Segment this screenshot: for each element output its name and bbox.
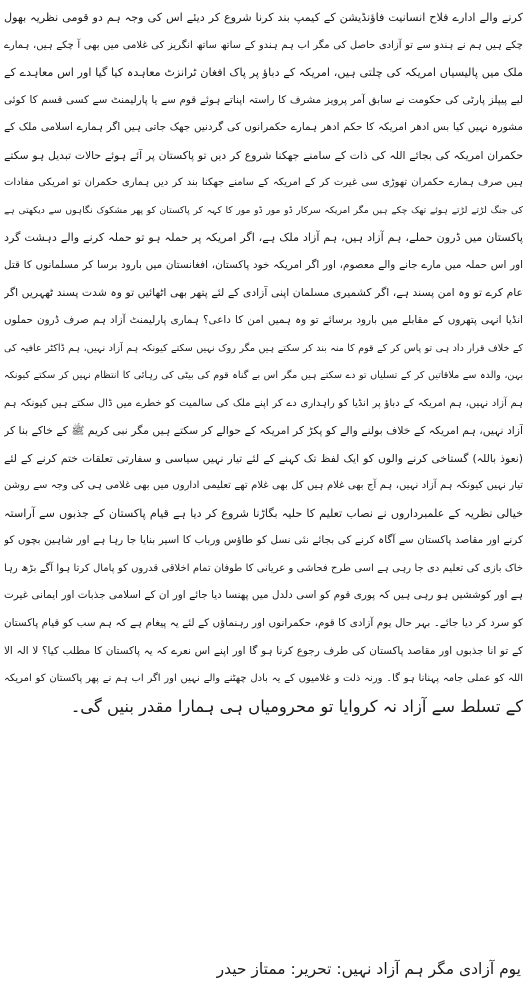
article-line: ہے اور کوششیں ہو رہی ہیں کہ پوری قوم کو اسی دلدل میں پھنسا دیا جائے اور ان کے اسلامی جذبات اور ایمانی غیرت bbox=[4, 589, 523, 602]
article-line: انڈیا انہی پتھروں کے مقابلے میں بارود برسائے تو وہ ہمیں امن کا داعی؟ ہماری پارلیمنٹ آزاد ہم صرف ڈرون حملوں bbox=[4, 314, 523, 327]
article-line: اللہ کو عملی جامہ پہنانا ہو گا۔ ورنہ ذلت و غلامیوں کے یہ بادل چھٹنے والے نہیں اور اگر اب ہم نے پھر پاکستان کو امریکہ bbox=[4, 673, 523, 685]
article-line: مشورہ نہیں کیا بس ادھر امریکہ کا حکم ادھر ہمارے حکمرانوں کی گردنیں جھک جاتی ہیں اگر ہمارے اسلامی ملک کے bbox=[4, 121, 523, 134]
article-line: کرنے اور مقاصد پاکستان سے آگاہ کرنے کی بجائے نئی نسل کو طاؤس ورباب کا اسیر بنایا جا رہا ہے اور شاہین بچوں کو bbox=[4, 534, 523, 547]
article-line: آزاد نہیں، ہم امریکہ کے خلاف بولنے والے کو پکڑ کر امریکہ کے حوالے کر سکتے ہیں مگر نبی کریم ﷺ کے خاکے بنا کر bbox=[4, 424, 523, 438]
article-line: بہن، والدہ سے ملاقاتیں کر کے تسلیاں تو دے سکتے ہیں مگر اس بے گناہ قوم کی بیٹی کی رہائی کا انتظام نہیں کر سکتے کیونکہ bbox=[4, 370, 523, 382]
article-line: ہیں صرف ہمارے حکمران تھوڑی سی غیرت کر کے امریکہ کے سامنے جھکنا بند کر دیں ہماری حکمران تو امریکی مفادات bbox=[4, 177, 523, 189]
article-line: کے خلاف قرار داد ہی تو پاس کر کے قوم کا منہ بند کر سکتے ہیں مگر روک نہیں سکتے کیونکہ ہم آزاد نہیں، ہم ڈاکٹر عافیہ کی bbox=[4, 342, 523, 354]
article-line: حکمران امریکہ کی بجائے اللہ کی ذات کے سامنے جھکنا شروع کر دیں تو پاکستان پر آئے ہوئے حالات تبدیل ہو سکتے bbox=[4, 148, 523, 162]
article-line: کے تو انا جذبوں اور مقاصد پاکستان کی طرف رجوع کرنا ہو گا اور اپنے اس نعرے کہ یہ پاکستان کا مطلب کیا؟ لا الہ الا bbox=[4, 644, 523, 657]
article-line: عام کرے تو وہ امن پسند ہے، اگر کشمیری مسلمان اپنی آزادی کے لئے پتھر بھی اٹھائیں تو وہ شدت پسند ٹھہریں اگر bbox=[4, 286, 523, 300]
article-line: کے تسلط سے آزاد نہ کروایا تو محرومیاں ہی ہمارا مقدر بنیں گی۔ bbox=[70, 696, 523, 716]
article-line: ہم آزاد نہیں، ہم امریکہ کے دباؤ پر انڈیا کو راہداری دے کر اپنے ملک کی سالمیت کو خطرے میں ڈال سکتے ہیں کیونکہ ہم bbox=[4, 397, 523, 409]
article-byline: یوم آزادی مگر ہم آزاد نہیں: تحریر: ممتاز حیدر bbox=[216, 960, 521, 978]
article-line: کی جنگ لڑتے لڑتے ہوئے تھک چکے ہیں مگر امریکہ سرکار ڈو مور ڈو مور کا کہہ کر پاکستان کو پھر مشکوک نگاہوں سے دیکھتی ہے bbox=[4, 204, 523, 216]
article-body bbox=[4, 4, 523, 720]
article-line: پاکستان میں ڈرون حملے، ہم آزاد ہیں، ہم آزاد ملک ہے، اگر امریکہ پر حملہ ہو تو حملہ کرنے والے دہشت گرد bbox=[4, 231, 523, 245]
article-line: ملک میں پالیسیاں امریکہ کی چلتی ہیں، امریکہ کے دباؤ پر پاک افغان ٹرانزٹ معاہدہ کیا گیا اور اس معاہدے کے bbox=[4, 66, 523, 80]
article-line: چکے ہیں ہم نے ہندو سے تو آزادی حاصل کی مگر اب ہم ہندو کے ساتھ ساتھ انگریز کی غلامی میں بھی آ چکے ہیں، ہمارے bbox=[4, 39, 523, 51]
article-line: خیالی نظریہ کے علمبرداروں نے نصاب تعلیم کا حلیہ بگاڑنا شروع کر دیا ہے قیام پاکستان کے جذبوں سے آراستہ bbox=[4, 506, 523, 520]
article-line: اور اس حملہ میں مارے جانے والے معصوم، اور اگر امریکہ خود پاکستان، افغانستان میں بارود برسا کر مسلمانوں کا قتل bbox=[4, 258, 523, 271]
article-line: لیے پیپلز پارٹی کی حکومت نے سابق آمر پرویز مشرف کا راستہ اپناتے ہوئے قوم سے یا پارلیمنٹ سے کسی قسم کا کوئی bbox=[4, 93, 523, 106]
article-line: تیار نہیں کیونکہ ہم آزاد نہیں، ہم آج بھی غلام ہیں کل بھی غلام تھے تعلیمی اداروں میں بھی غلامی ہی کی وجہ سے روشن bbox=[4, 480, 523, 492]
article-line: (نعوذ باللہ) گستاخی کرنے والوں کو ایک لفظ تک کہنے کے لئے تیار نہیں سیاسی و سفارتی تعلقات ختم کرنے کے لئے bbox=[4, 451, 523, 465]
article-line: کرنے والے ادارے فلاح انسانیت فاؤنڈیشن کے کیمپ بند کرنا شروع کر دیئے اس کی وجہ ہم دو قومی نظریہ بھول bbox=[4, 11, 523, 24]
article-line: کو سرد کر دیا جائے۔ بہر حال یوم آزادی کا قوم، حکمرانوں اور رہنماؤں کے لئے یہ پیغام ہے کہ ہم سب کو قیام پاکستان bbox=[4, 617, 523, 630]
article-line: خاک بازی کی تعلیم دی جا رہی ہے اسی طرح فحاشی و عریانی کا طوفان تمام اخلاقی قدروں کو پامال کرتا ہوا آگے بڑھ رہا bbox=[4, 562, 523, 574]
